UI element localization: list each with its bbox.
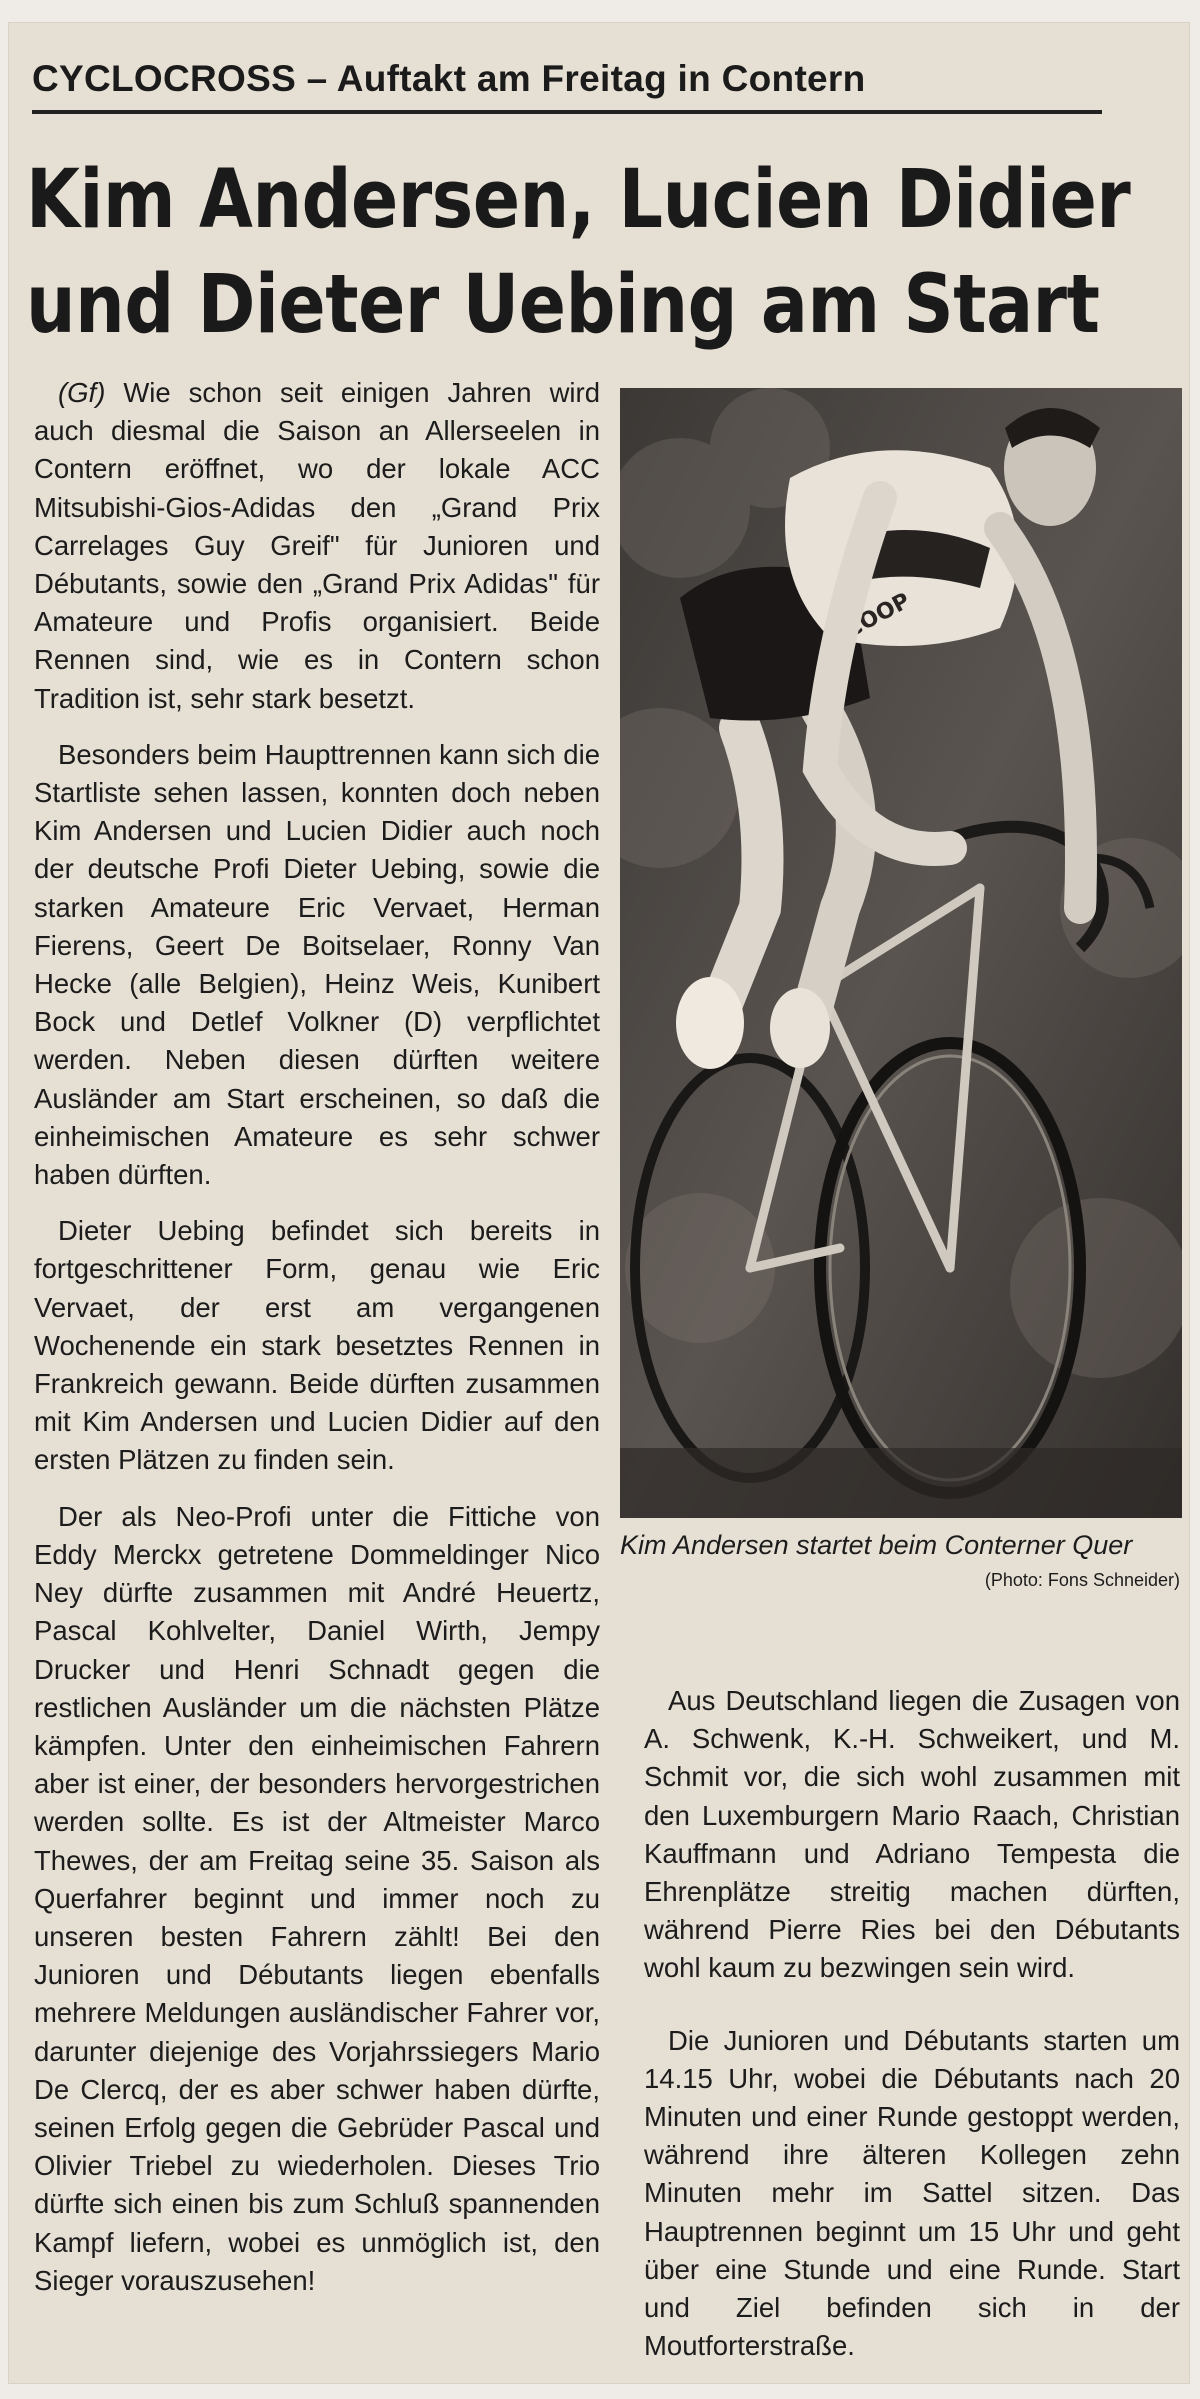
- jersey-lettering: COOP: [841, 588, 915, 644]
- paragraph-startlist: Besonders beim Haupttrennen kann sich die Startliste sehen lassen, konnten doch neben Kim Andersen und Lucien Didier auch noch der deutsche Profi Dieter Uebing, sowie die starken Amateure Eric Vervaet, Herman Fierens, Geert De Boitselaer, Ronny Van Hecke (alle Belgien), Heinz Weis, Kunibert Bock und Detlef Volkner (D) verpflichtet werden. Neben diesen dürften weitere Ausländer am Start erscheinen, so daß die einheimischen Amateure es sehr schwer haben dürften.: [34, 738, 600, 1191]
- photo-credit: (Photo: Fons Schneider): [984, 1570, 1180, 1590]
- paragraph-schedule: Die Junioren und Débutants starten um 14.15 Uhr, wobei die Débutants nach 20 Minuten und einer Runde gestoppt werden, während ihre älteren Kollegen zehn Minuten mehr im Sattel sitzen. Das Hauptrennen beginnt um 15 Uhr und geht über eine Stunde und eine Runde. Start und Ziel befinden sich in der Moutforterstraße.: [644, 2024, 1180, 2362]
- photo-caption: Kim Andersen startet beim Conterner Quer: [620, 1530, 1133, 1560]
- author-initials: (Gf): [58, 377, 106, 408]
- paragraph-german-entries: Aus Deutschland liegen die Zusagen von A. Schwenk, K.-H. Schweikert, und M. Schmit vor, die sich wohl zusammen mit den Luxemburgern Mario Raach, Christian Kauffmann und Adriano Tempesta die Ehrenplätze streitig machen dürften, während Pierre Ries bei den Débutants wohl kaum zu bezwingen sein wird.: [644, 1685, 1180, 1984]
- headline-line-2: und Dieter Uebing am Start: [26, 258, 1100, 352]
- paragraph-intro: [34, 374, 600, 718]
- section-kicker: CYCLOCROSS – Auftakt am Freitag in Contern: [32, 58, 866, 99]
- headline-line-1: Kim Andersen, Lucien Didier: [26, 153, 1131, 247]
- headline: [26, 148, 1131, 358]
- cyclist-photo-image: [620, 388, 1182, 1518]
- paragraph-form: Dieter Uebing befindet sich bereits in fortgeschrittener Form, genau wie Eric Vervaet, der erst am vergangenen Wochenende ein stark besetztes Rennen in Frankreich gewann. Beide dürften zusammen mit Kim Andersen und Lucien Didier auf den ersten Plätzen zu finden sein.: [34, 1215, 600, 1476]
- left-column: [34, 374, 600, 2318]
- right-column: [644, 1682, 1180, 2399]
- paragraph-local-riders: Der als Neo-Profi unter die Fittiche von Eddy Merckx getretene Dommeldinger Nico Ney dürfte zusammen mit André Heuertz, Pascal Kohlvelter, Daniel Wirth, Jempy Drucker und Henri Schnadt gegen die restlichen Ausländer um die nächsten Plätze kämpfen. Unter den einheimischen Fahrern aber ist einer, der besonders hervorgestrichen werden sollte. Es ist der Altmeister Marco Thewes, der am Freitag seine 35. Saison als Querfahrer beginnt und immer noch zu unseren besten Fahrern zählt! Bei den Junioren und Débutants liegen ebenfalls mehrere Meldungen ausländischer Fahrer vor, darunter diejenige des Vorjahrssiegers Mario De Clercq, der es aber schwer haben dürfte, seinen Erfolg gegen die Gebrüder Pascal und Olivier Triebel zu wiederholen. Dieses Trio dürfte sich einen bis zum Schluß spannenden Kampf liefern, wobei es unmöglich ist, den Sieger vorauszusehen!: [34, 1500, 600, 2296]
- kicker-underline: [32, 110, 1102, 114]
- photo-cyclist: [620, 388, 1182, 1518]
- paragraph-intro-text: Wie schon seit einigen Jahren wird auch diesmal die Saison an Allerseelen in Contern eröffnet, wo der lokale ACC Mitsubishi-Gios-Adidas den „Grand Prix Carrelages Guy Greif" für Junioren und Débutants, sowie den „Grand Prix Adidas" für Amateure und Profis organisiert. Beide Rennen sind, wie es in Contern schon Tradition ist, sehr stark besetzt.: [34, 377, 600, 714]
